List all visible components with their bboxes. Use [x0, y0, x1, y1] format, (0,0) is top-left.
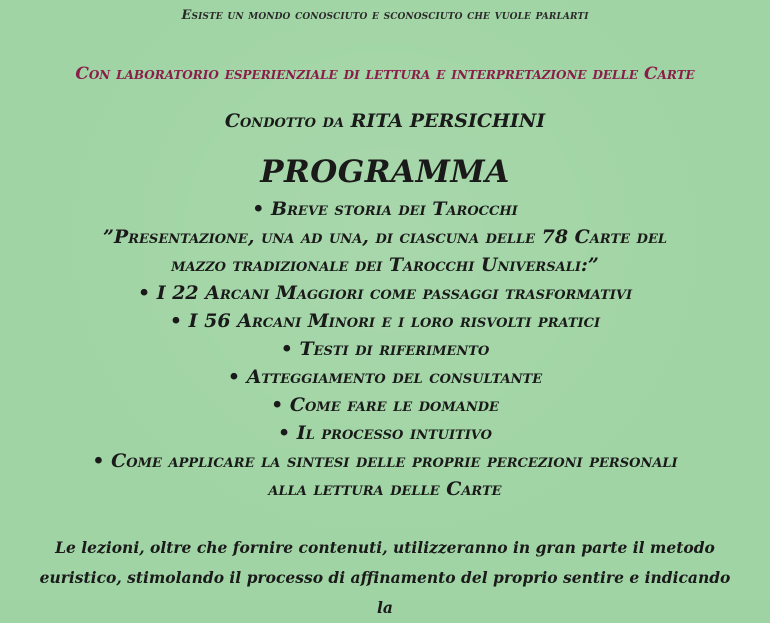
- program-list: [0, 195, 770, 503]
- program-item: • Come applicare la sintesi delle proprie percezioni personali: [92, 450, 678, 472]
- program-item: • Come fare le domande: [271, 394, 499, 416]
- program-title: PROGRAMMA: [260, 154, 510, 190]
- program-item: ”Presentazione, una ad una, di ciascuna delle 78 Carte del: [103, 226, 667, 248]
- conductor-line: [0, 110, 770, 132]
- program-item: • I 56 Arcani Minori e i loro risvolti pratici: [169, 310, 601, 332]
- program-item: alla lettura delle Carte: [268, 478, 502, 500]
- conductor-name: RITA PERSICHINI: [350, 110, 546, 132]
- tagline: Esiste un mondo conosciuto e sconosciuto che vuole parlarti: [181, 8, 589, 23]
- subtitle: Con laboratorio esperienziale di lettura e interpretazione delle Carte: [75, 64, 695, 84]
- program-item: • Atteggiamento del consultante: [227, 366, 543, 388]
- program-item: • Il processo intuitivo: [278, 422, 492, 444]
- conductor-prefix: Condotto da: [224, 110, 344, 132]
- program-item: • I 22 Arcani Maggiori come passaggi trasformativi: [137, 282, 633, 304]
- description-line: euristico, stimolando il processo di affinamento del proprio sentire e indicando la: [39, 568, 731, 617]
- program-item: • Testi di riferimento: [280, 338, 490, 360]
- description-line: Le lezioni, oltre che fornire contenuti, utilizzeranno in gran parte il metodo: [55, 538, 715, 557]
- description-paragraph: [30, 533, 740, 623]
- program-item: • Breve storia dei Tarocchi: [252, 198, 518, 220]
- program-item: mazzo tradizionale dei Tarocchi Universali:”: [171, 254, 599, 276]
